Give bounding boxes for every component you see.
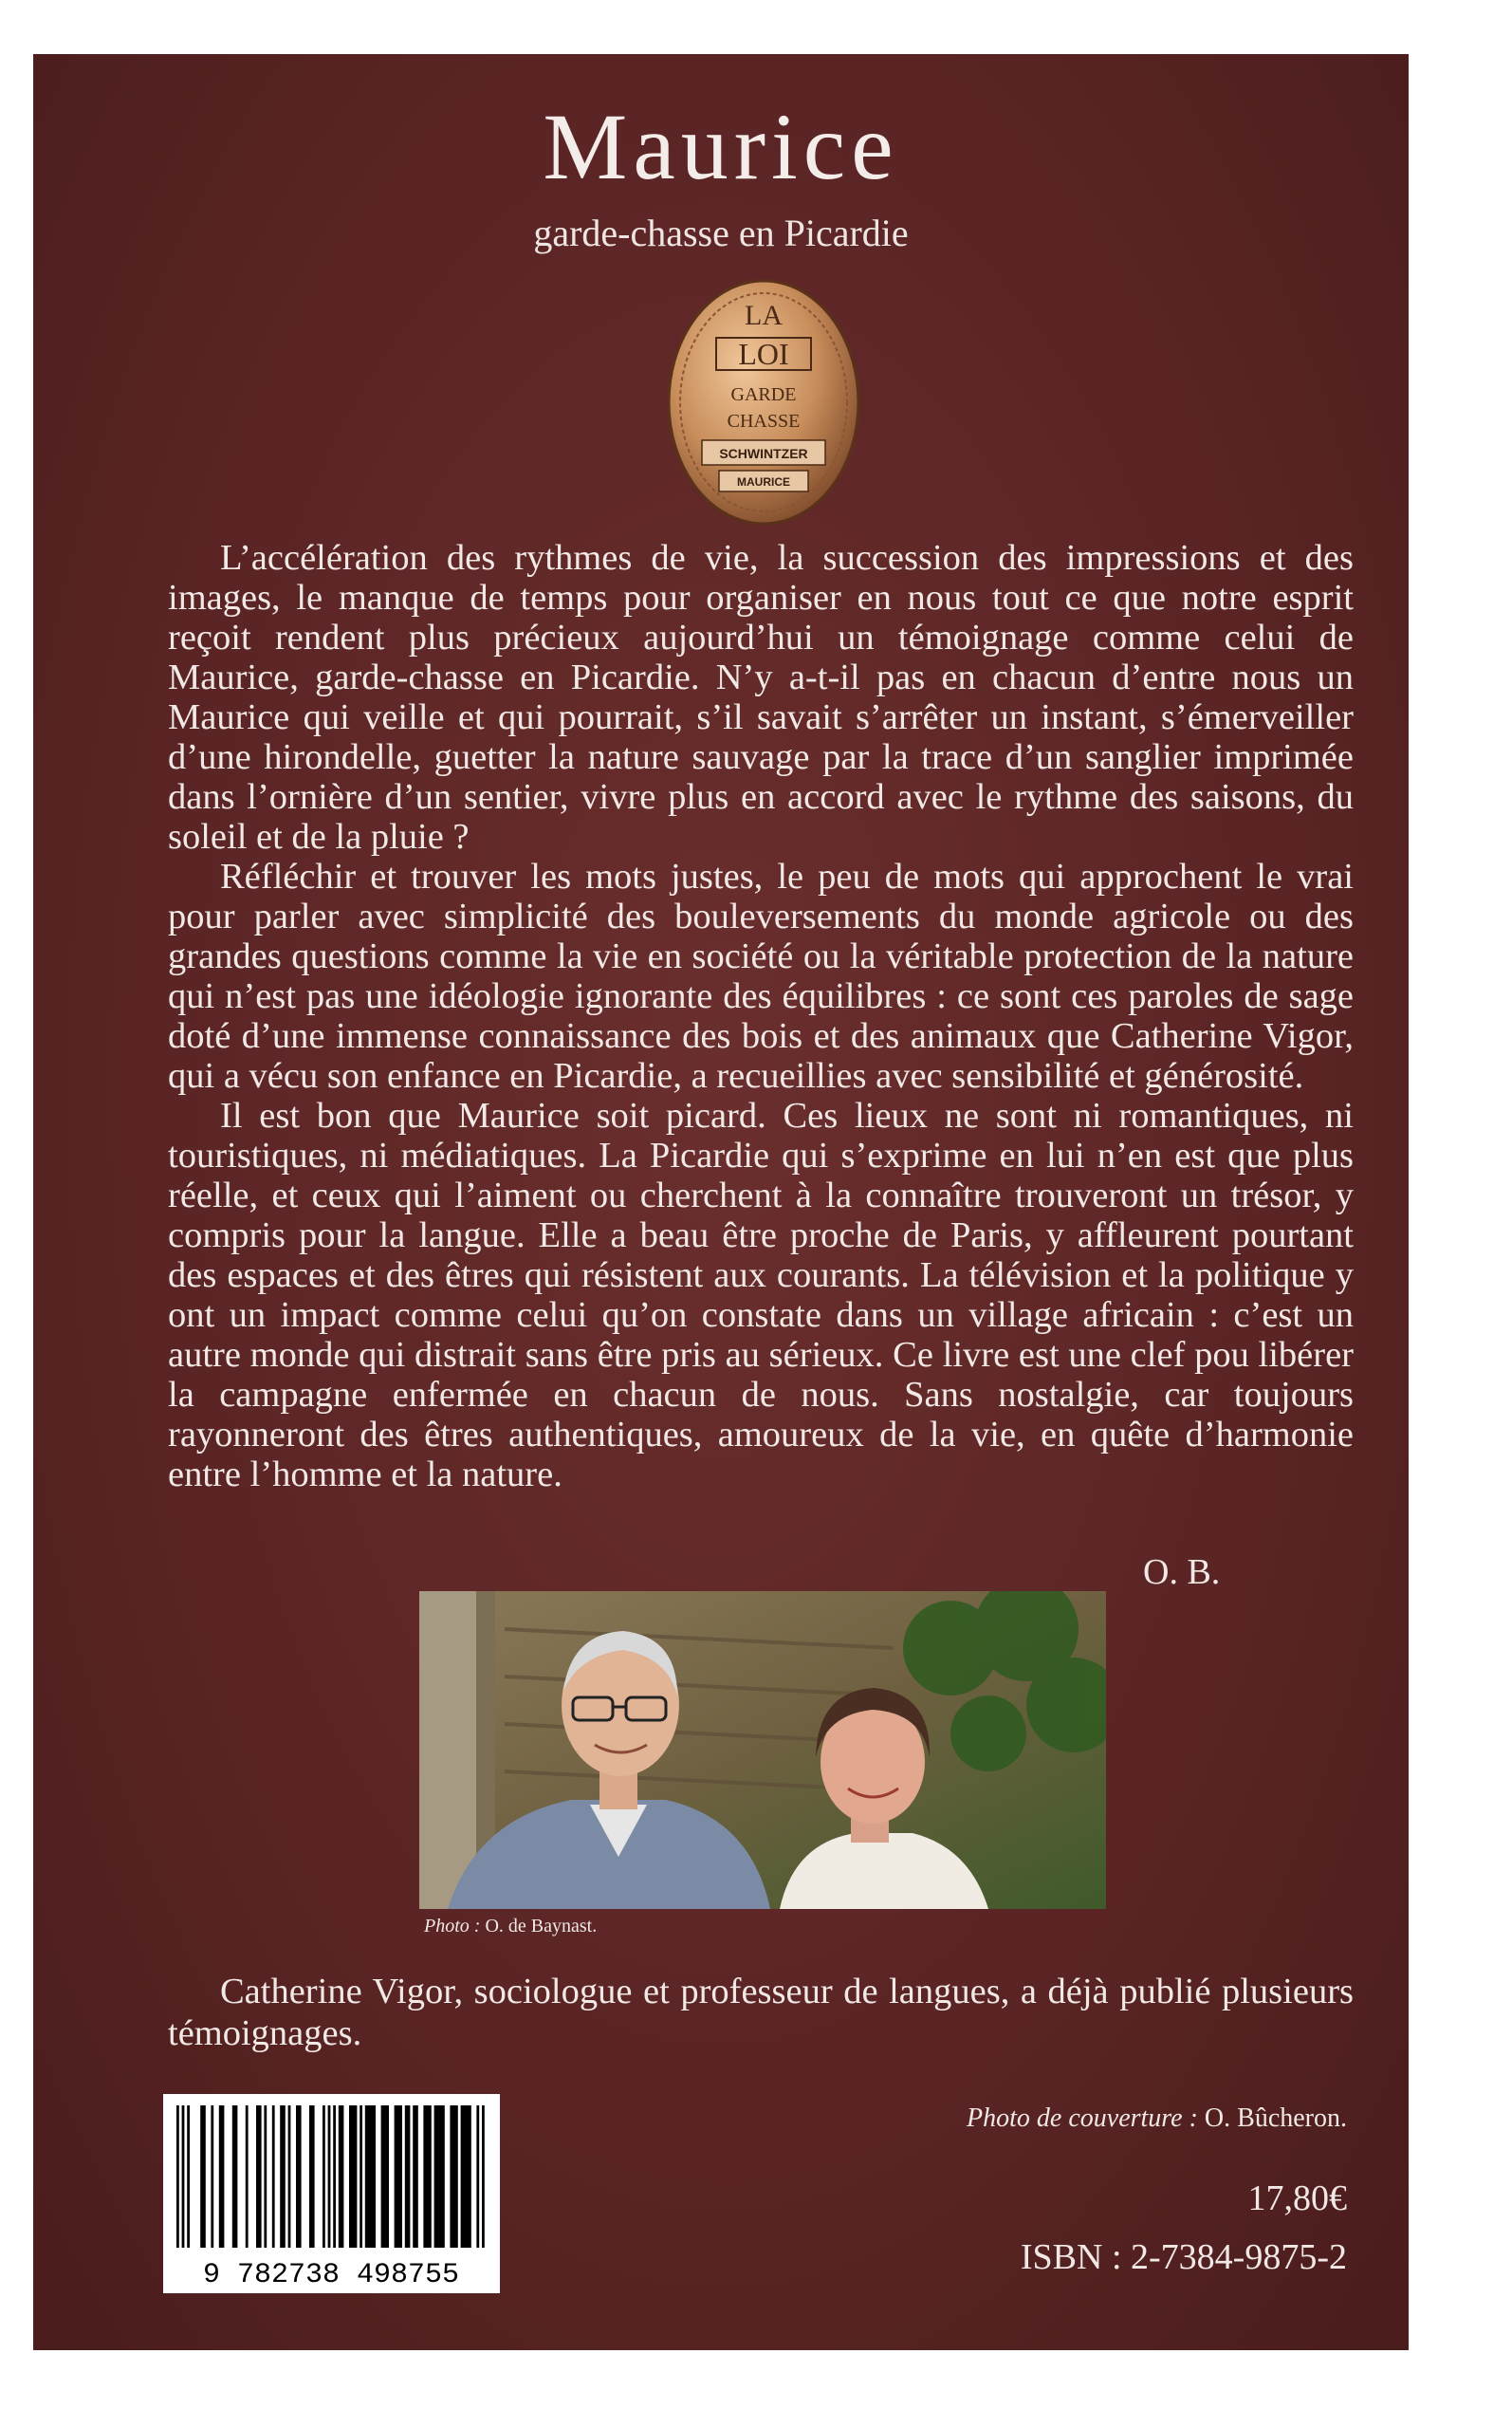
barcode-bar [381,2105,389,2248]
author-note [168,1971,1363,2054]
barcode-bar [333,2105,336,2248]
blurb-paragraph-3: Il est bon que Maurice soit picard. Ces lieux ne sont ni romantiques, ni touristiques, ni médiatiques. La Picardie qui s’exprime en lui n’en est que plus réelle, et ceux qui l’aiment ou cherchent à la connaître trouveront un trésor, y compris pour la langue. Elle a beau être proche de Paris, y affleurent pourtant des espaces et des êtres qui résistent aux courants. La télévision et la politique y ont un impact comme celui qu’on constate dans un village africain : c’est un autre monde qui distrait sans être pris au sérieux. Ce livre est une clef pou libérer la campagne enfermée en chacun de nous. Sans nostalgie, car toujours rayonneront des êtres authentiques, amoureux de la vie, en quête d’harmonie entre l’homme et la nature. [168,1096,1363,1494]
barcode-bar [280,2105,286,2248]
badge-text-loi: LOI [738,337,789,371]
barcode-bar [395,2105,402,2248]
cover-photo-credit [967,2103,1347,2134]
badge-text-la: LA [745,300,783,331]
barcode-bar [450,2105,457,2248]
barcode-bar [187,2105,190,2248]
barcode-bar [365,2105,376,2248]
badge-text-name: SCHWINTZER [719,446,808,461]
barcode-bar [296,2105,302,2248]
barcode-bar [323,2105,325,2248]
blurb-text [168,538,1363,1494]
cover-photo-credit-name: O. Bûcheron. [1197,2103,1347,2133]
barcode-bar [272,2105,275,2248]
barcode-bar [211,2105,213,2248]
book-subtitle: garde-chasse en Picardie [533,212,909,254]
barcode-bar [328,2105,331,2248]
barcode-bar [264,2105,267,2248]
blurb-paragraph-1: L’accélération des rythmes de vie, la succession des impressions et des images, le manque de temps pour organiser en nous tout ce que notre esprit reçoit rendent plus précieux aujourd’hui un témoignage comme celui de Maurice, garde-chasse en Picardie. N’y a-t-il pas en chacun d’entre nous un Maurice qui veille et qui pourrait, s’il savait s’arrêter un instant, s’émerveiller d’une hirondelle, guetter la nature sauvage par la trace d’un sanglier imprimée dans l’ornière d’un sentier, vivre plus en accord avec le rythme des saisons, du soleil et de la pluie ? [168,538,1363,857]
photo-credit-label: Photo : [424,1916,481,1936]
barcode-bar [288,2105,291,2248]
price: 17,80€ [1247,2178,1347,2218]
badge-text-chasse: CHASSE [727,411,801,432]
barcode-bar [434,2105,445,2248]
barcode-bar [182,2105,185,2248]
barcode-bar [476,2105,479,2248]
back-cover [33,54,1409,2350]
barcode-bar [461,2105,471,2248]
gamekeeper-badge-image [664,277,863,528]
barcode-bar [423,2105,431,2248]
barcode-bar [219,2105,225,2248]
barcode-bar [200,2105,206,2248]
photo-credit-name: O. de Baynast. [480,1916,598,1936]
barcode-bar [309,2105,315,2248]
barcode-bar [339,2105,344,2248]
badge-text-garde: GARDE [730,384,797,405]
barcode-bar [360,2105,362,2248]
barcode-bar [246,2105,249,2248]
blurb-signature: O. B. [1143,1552,1221,1592]
badge-text-maurice: MAURICE [737,475,790,489]
author-photo [419,1591,1106,1909]
barcode-bar [176,2105,179,2248]
barcode-bars [163,2094,500,2293]
barcode [163,2094,500,2293]
blurb-paragraph-2: Réfléchir et trouver les mots justes, le peu de mots qui approchent le vrai pour parler avec simplicité des bouleversements du monde agricole ou des grandes questions comme la vie en société ou la véritable protection de la nature qui n’est pas une idéologie ignorante des équilibres : ce sont ces paroles de sage doté d’une immense connaissance des bois et des animaux que Catherine Vigor, qui a vécu son enfance en Picardie, a recueillies avec sensibilité et générosité. [168,857,1363,1096]
isbn: ISBN : 2-7384-9875-2 [1020,2237,1347,2277]
barcode-bar [349,2105,357,2248]
barcode-bar [256,2105,262,2248]
barcode-bar [482,2105,485,2248]
cover-photo-credit-label: Photo de couverture : [967,2103,1198,2133]
barcode-digits: 9 782738 498755 [202,2259,460,2291]
barcode-bar [232,2105,238,2248]
barcode-bar [413,2105,418,2248]
barcode-bar [405,2105,411,2248]
book-title: Maurice [543,94,899,199]
author-note-text: Catherine Vigor, sociologue et professeur de langues, a déjà publié plusieurs témoignages. [168,1972,1363,2053]
photo-credit [424,1916,597,1937]
